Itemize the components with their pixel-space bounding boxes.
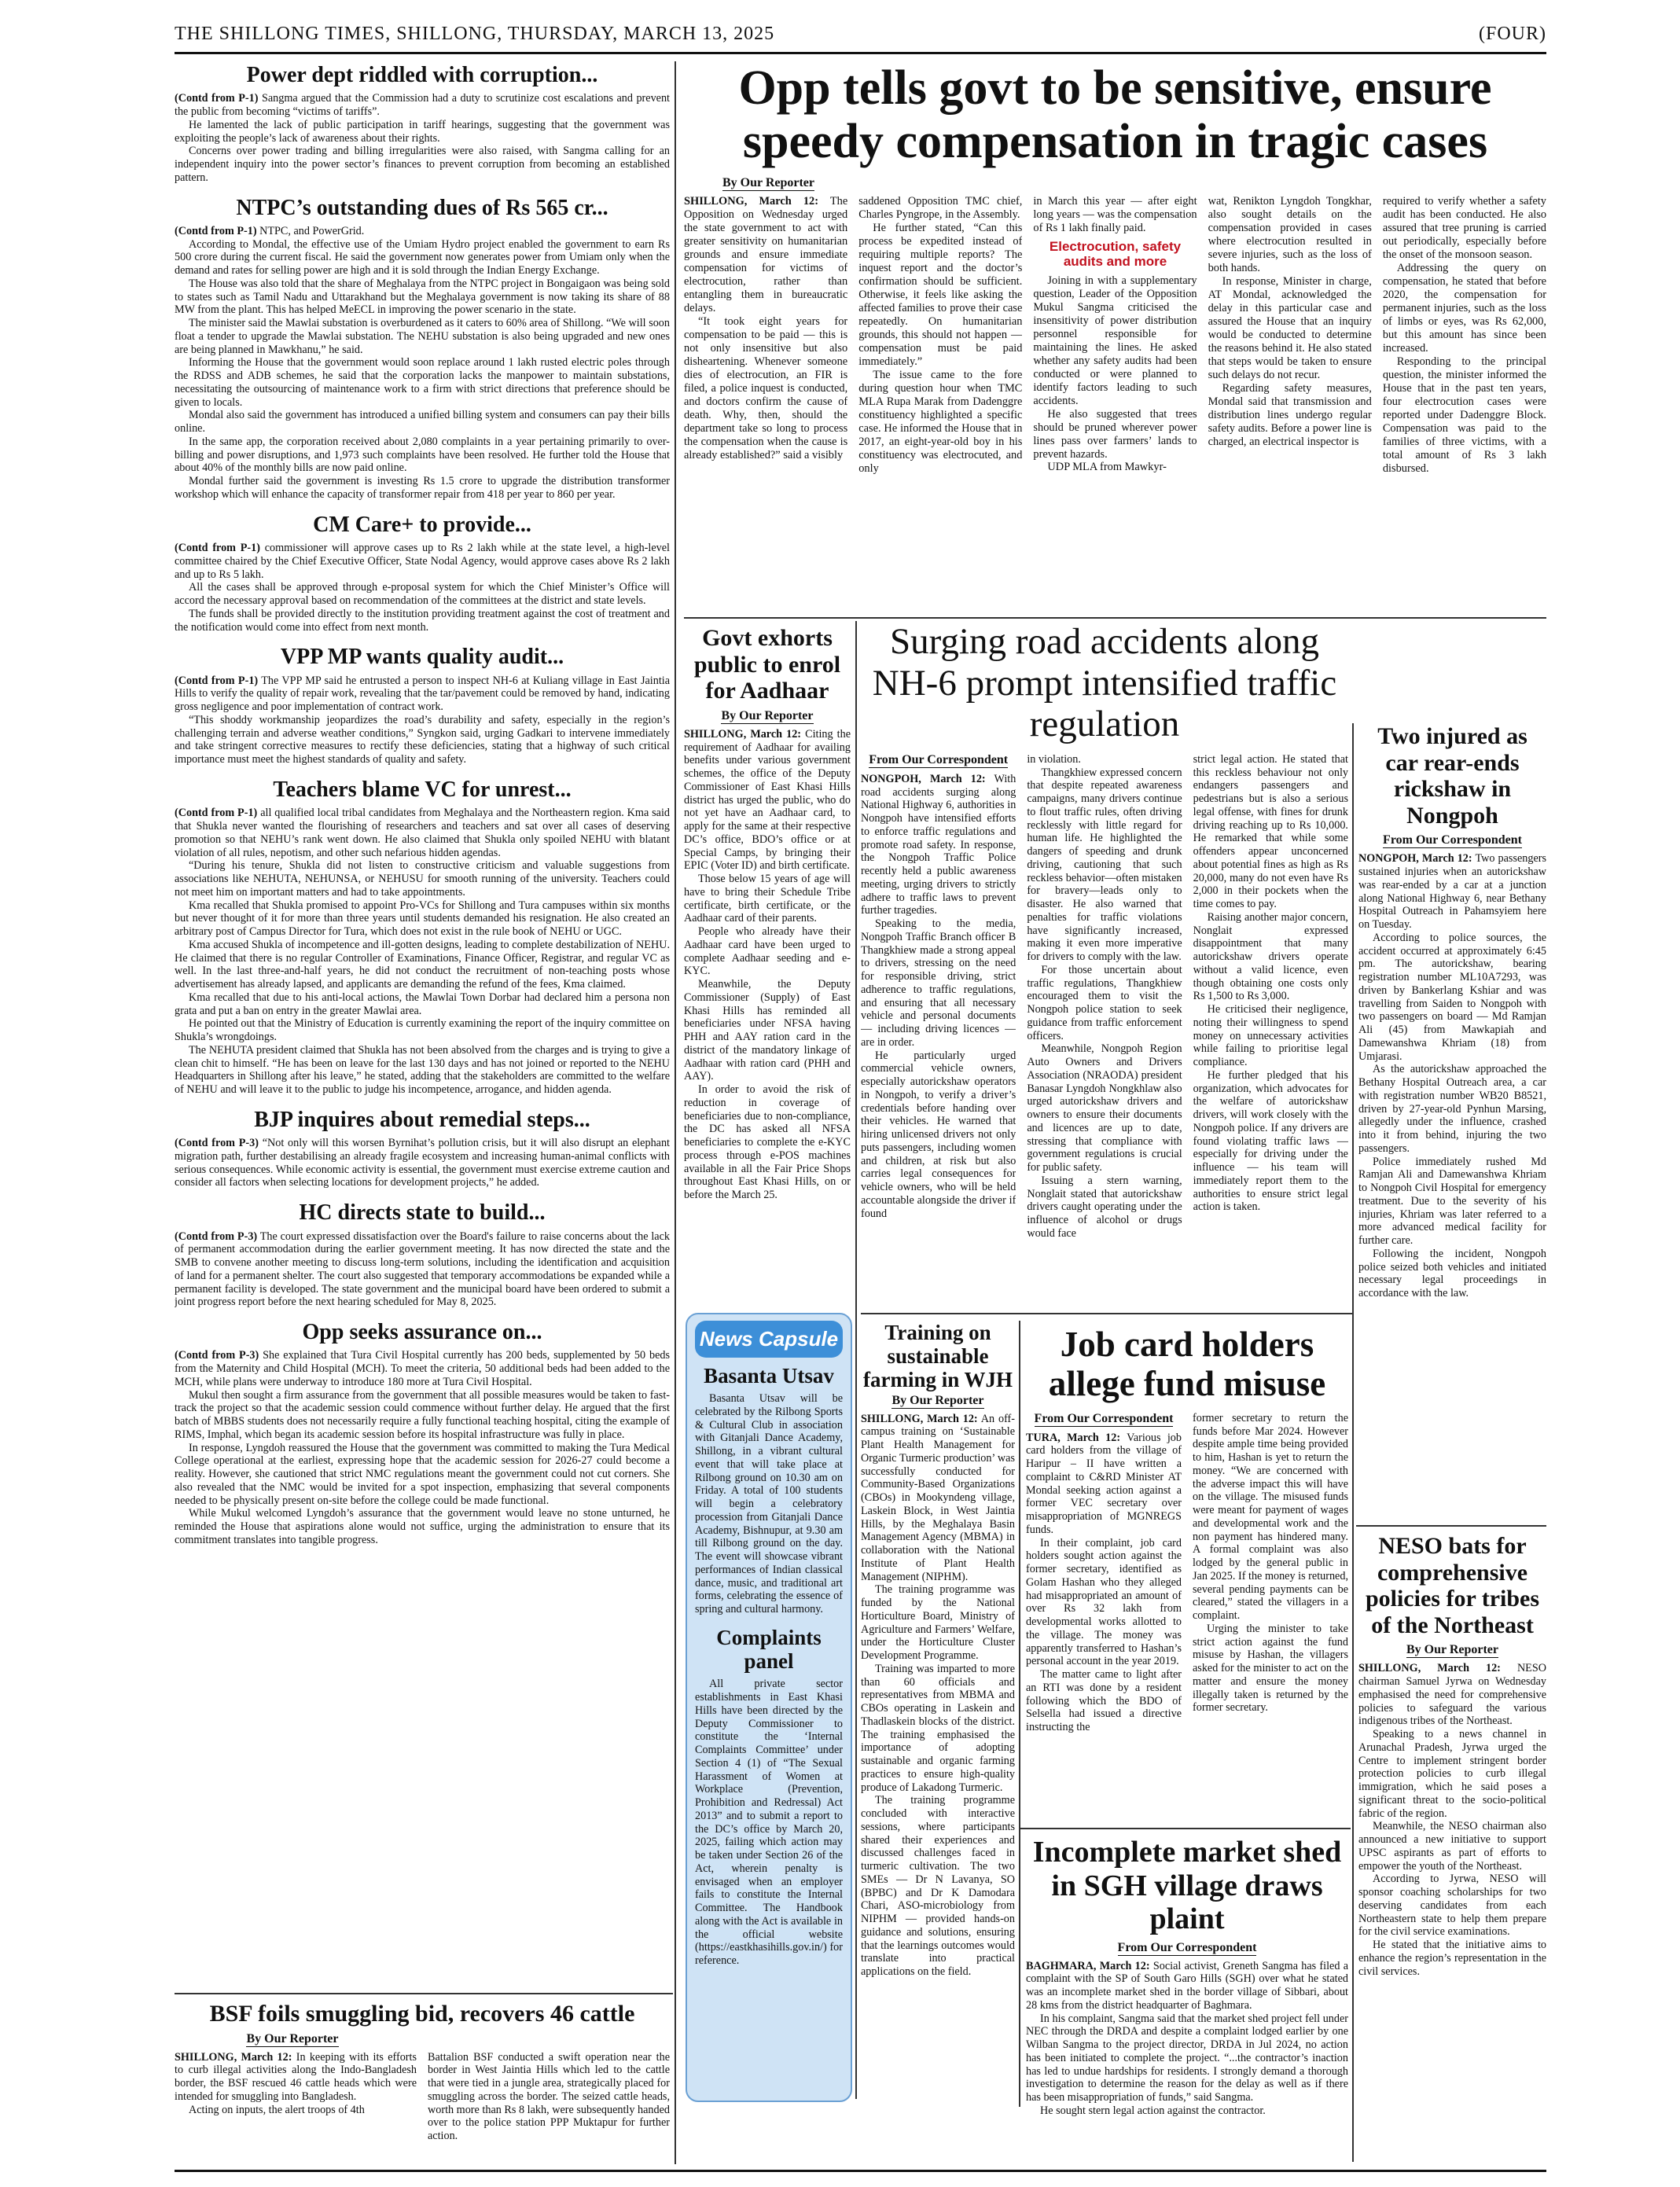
subheading: Electrocution, safety audits and more bbox=[1049, 239, 1182, 270]
body-text: The NEHUTA president claimed that Shukla has not been absolved from the charges and is trying to give a clean chit to himself. “He has been on leave for the last 130 days and has not joined or reported to the NEHU Headquarters in Shillong after his leave,” he stated, adding that the stakeholders are committed to the welfare of NEHU and will leave it to the public to judge his incompetence, arrogance, and hidden agenda. bbox=[175, 1043, 670, 1097]
capsule-item-body: Basanta Utsav will be celebrated by the Rilbong Sports & Cultural Club in association with Gitanjali Dance Academy, Shillong, in a vibrant cultural event that will take place at Rilbong ground on 10.30 am on Friday. A total of 100 students will begin a celebratory procession from Gitanjali Dance Academy, Bishnupur, at 9.30 am till Rilbong ground on the day. The event will showcase vibrant performances of Indian classical dance, music, and traditional art forms, celebrating the essence of spring and cultural harmony. bbox=[695, 1392, 843, 1616]
byline: From Our Correspondent bbox=[1034, 1411, 1174, 1425]
page-number: (FOUR) bbox=[1478, 24, 1546, 44]
byline: From Our Correspondent bbox=[869, 752, 1009, 766]
story-bsf bbox=[175, 2001, 670, 2166]
headline: Training on sustainable farming in WJH bbox=[862, 1321, 1013, 1392]
body-text: In the same app, the corporation received about 2,080 complaints in a year pertaining primarily to over-billing and power disruptions, and 1,973 such complaints have been resolved. He further told the House that about 40% of the monthly bills are now paid online. bbox=[175, 435, 670, 475]
continuation-story bbox=[175, 777, 670, 1097]
rule-above-bsf bbox=[175, 1993, 673, 1994]
headline: BSF foils smuggling bid, recovers 46 cattle bbox=[209, 2001, 635, 2027]
body-text: (Contd from P-1) all qualified local tribal candidates from Meghalaya and the Northeastern region. Kma said that Shukla never wanted the flourishing of researchers and teachers and sat over all cases of deserving promotion so that NEHU’s rank went down. He also claimed that Shukla only spoiled NEHU with blatant violation of all rules, nepotism, and other such nefarious hidden agendas. bbox=[175, 807, 670, 859]
continuation-story bbox=[175, 1108, 670, 1189]
header-rule bbox=[175, 52, 1546, 54]
body-text: “This shoddy workmanship jeopardizes the road’s durability and safety, especially in the region’s challenging terrain and adverse weather conditions,” Syngkon said, urging Gadkari to intervene immediately and take stringent corrective measures to rectify these deficiencies, stating that a highway of such critical importance must meet the highest standards of quality and safety. bbox=[175, 713, 670, 766]
byline: From Our Correspondent bbox=[1117, 1940, 1257, 1954]
story-aadhaar: Govt exhorts public to enrol for Aadhaar By Our Reporter SHILLONG, March 12: Citing the requirement of Aadhaar for availing benefits under various government schemes, the office of the Deputy Commissioner of East Khasi Hills district has urged the public, who do not yet have an Aadhaar card, to apply for the same at their respective DC’s office, BDO’s office or at Special Camps, by bringing their EPIC (Voter ID) and birth certificate. Those below 15 years of age will have to bring their Schedule Tribe certificate, birth certificate, or the Aadhaar card of their parents. People who already have their Aadhaar card have been urged to complete Aadhaar seeding and e-KYC. Meanwhile, the Deputy Commissioner (Supply) of East Khasi Hills has reminded all beneficiaries under NFSA having PHH and AAY ration card in the district of the mandatory linkage of Aadhaar with ration card (PHH and AAY). In order to avoid the risk of reduction in coverage of beneficiaries due to non-compliance, the DC has asked all NFSA beneficiaries to complete the e-KYC process through e-POS machines available in all the Fair Price Shops throughout East Khasi Hills, on or before the March 25. bbox=[684, 625, 851, 1202]
body-text: (Contd from P-3) “Not only will this worsen Byrnihat’s pollution crisis, but it will also disrupt an elephant migration path, further destabilising an already fragile ecosystem and increasing human-animal conflicts with serious consequences. While economic activity is essential, the government must exercise extreme caution and consider all factors when selecting locations for development projects,” he added. bbox=[175, 1137, 670, 1189]
headline: CM Care+ to provide... bbox=[313, 512, 531, 537]
story-two-injured: Two injured as car rear-ends rickshaw in Nongpoh From Our Correspondent NONGPOH, March 12: Two passengers sustained injuries when an autorickshaw was rear-ended by a car at a junction along National Highway 6, near Bethany Hospital Outreach in Pahamsyiem here on Tuesday. According to police sources, the accident occurred at approximately 6:45 pm. The autorickshaw, bearing registration number ML10A7293, was driven by Bankerlang Kshiar and was travelling from Saiden to Nongpoh with two passengers on board — Md Ramjan Ali (45) from Mawkapiah and Damewanshwa Khriam (18) from Umjarasi. As the autorickshaw approached the Bethany Hospital Outreach area, a car with registration number WB20 B8521, driven by 27-year-old Pynhun Marsing, allegedly under the influence, crashed into it from behind, injuring the two passengers. Police immediately rushed Md Ramjan Ali and Damewanshwa Khriam to Nongpoh Civil Hospital for emergency treatment. Due to the severity of his injuries, Khriam was later referred to a more advanced medical facility for further care. Following the incident, Nongpoh police seized both vehicles and initiated necessary legal proceedings in accordance with the law. bbox=[1358, 723, 1546, 1300]
headline: Incomplete market shed in SGH village draws plaint bbox=[1032, 1836, 1342, 1936]
body-text: The House was also told that the share of Meghalaya from the NTPC project in Bongaigaon was being sold to states such as Tamil Nadu and Uttarakhand but the Meghalaya government is now taking its share of 88 MW from the plant. This has helped MeECL in improving the power scenario in the state. bbox=[175, 277, 670, 317]
dateline: SHILLONG, March 12: bbox=[175, 2050, 292, 2064]
body-text: (Contd from P-1) Sangma argued that the Commission had a duty to scrutinize cost escalations and prevent the public from becoming “victims of tariffs”. bbox=[175, 92, 670, 119]
rule-under-road bbox=[861, 1313, 1352, 1314]
continuation-story bbox=[175, 63, 670, 185]
body-text: (Contd from P-1) commissioner will approve cases up to Rs 2 lakh while at the state level, a high-level committee chaired by the Chief Executive Officer, State Nodal Agency, would approve cases above Rs 2 lakh and up to Rs 5 lakh. bbox=[175, 542, 670, 581]
headline: Surging road accidents along NH-6 prompt intensified traffic regulation bbox=[872, 621, 1337, 745]
headline: Power dept riddled with corruption... bbox=[246, 63, 598, 87]
capsule-item-title: Complaints panel bbox=[716, 1625, 822, 1674]
capsule-item-title: Basanta Utsav bbox=[704, 1364, 834, 1388]
body-text: (Contd from P-3) She explained that Tura Civil Hospital currently has 200 beds, supplemented by 50 beds from the Maternity and Child Hospital (MCH). To meet the criteria, 50 additional beds had been added to the MCH, while plans were underway to introduce 180 more at Tura Civil Hospital. bbox=[175, 1349, 670, 1388]
body-text: The funds shall be provided directly to the institution providing treatment against the cost of treatment and the notification would come into effect from next month. bbox=[175, 607, 670, 634]
news-capsule bbox=[686, 1313, 852, 2102]
dateline: SHILLONG, March 12: bbox=[684, 195, 819, 208]
column-rule-right bbox=[1352, 723, 1354, 2162]
body-text: Concerns over power trading and billing irregularities were also raised, with Sangma calling for an independent inquiry into the power sector’s finances to prevent corruption from becoming an established pattern. bbox=[175, 145, 670, 184]
byline: By Our Reporter bbox=[246, 2031, 339, 2045]
body-text: Mondal further said the government is investing Rs 1.5 crore to upgrade the distribution transformer workshop which will enhance the capacity of transformer repair from 418 per year to 860 per year. bbox=[175, 475, 670, 501]
story-neso: NESO bats for comprehensive policies for tribes of the Northeast By Our Reporter SHILLONG, March 12: NESO chairman Samuel Jyrwa on Wednesday emphasised the need for comprehensive policies to safeguard the various indigenous tribes of the Northeast. Speaking to a news channel in Arunachal Pradesh, Jyrwa urged the Centre to implement stringent border protection policies to curb illegal immigration, which he said poses a significant threat to the socio-political fabric of the region. Meanwhile, the NESO chairman also announced a new initiative to support UPSC aspirants as part of efforts to empower the youth of the Northeast. According to Jyrwa, NESO will sponsor coaching scholarships for two deserving candidates from each Northeastern state to help them prepare for the civil service examinations. He stated that the initiative aims to enhance the region’s representation in the civil services. bbox=[1358, 1533, 1546, 1978]
headline: Govt exhorts public to enrol for Aadhaar bbox=[693, 625, 841, 704]
body-text: Battalion BSF conducted a swift operation near the border in West Jaintia Hills which led to the cattle that were tied in a jungle area, strategically placed for smuggling across the border. The seized cattle heads, worth more than Rs 8 lakh, were subsequently handed over to the police station PPP Muktapur for further action. bbox=[428, 2050, 670, 2143]
byline: By Our Reporter bbox=[722, 176, 814, 190]
footer-rule bbox=[175, 2170, 1546, 2172]
headline: BJP inquires about remedial steps... bbox=[254, 1107, 590, 1132]
body-text: Kma recalled that due to his anti-local actions, the Mawlai Town Dorbar had declared him a persona non grata and put a ban on entry in the greater Mawlai area. bbox=[175, 991, 670, 1017]
byline: By Our Reporter bbox=[1406, 1643, 1498, 1657]
headline: Two injured as car rear-ends rickshaw in Nongpoh bbox=[1377, 723, 1527, 829]
rule-under-opp bbox=[684, 617, 1546, 619]
capsule-label: News Capsule bbox=[695, 1321, 843, 1358]
headline: Opp tells govt to be sensitive, ensure speedy compensation in tragic cases bbox=[738, 61, 1492, 169]
body-text: He lamented the lack of public participation in tariff hearings, suggesting that the government was exploiting the people’s lack of awareness about their rights. bbox=[175, 118, 670, 145]
headline: NESO bats for comprehensive policies for tribes of the Northeast bbox=[1365, 1533, 1540, 1638]
continuation-story bbox=[175, 513, 670, 634]
body-text: Mukul then sought a firm assurance from the government that all possible measures would be taken to fast-track the project so that the academic session could commence without further delay. He argued that the first batch of MBBS students does not necessarily require a fully functional teaching hospital, citing the example of RIMS, Imphal, which began its academic session before its hospital infrastructure was fully in place. bbox=[175, 1388, 670, 1441]
body-text: All the cases shall be approved through e-proposal system for which the Chief Minister’s Office will accord the necessary approval based on recommendation of the committees at the district and state levels. bbox=[175, 581, 670, 608]
headline: Opp seeks assurance on... bbox=[302, 1320, 542, 1345]
body-text: (Contd from P-1) The VPP MP said he entrusted a person to inspect NH-6 at Kuliang village in East Jaintia Hills to verify the quality of repair work, revealing that the tar/pavement could be removed by hand, indicating gross negligence and poor implementation of contract work. bbox=[175, 674, 670, 714]
headline: NTPC’s outstanding dues of Rs 565 cr... bbox=[236, 195, 608, 220]
continuation-story bbox=[175, 1320, 670, 1547]
body-text: In response, Lyngdoh reassured the House that the government was committed to making the Tura Medical College operational at the earliest, expressing hope that the academic session for 2026-27 could become a reality. However, she cautioned that strict NMC regulations meant the government could not cut corners. She also revealed that the NMC would be invited for a spot inspection, emphasizing that several components needed to be physically present on-site before the college could be made functional. bbox=[175, 1441, 670, 1507]
headline: HC directs state to build... bbox=[299, 1200, 546, 1226]
continuation-story bbox=[175, 196, 670, 502]
rule-above-neso bbox=[1356, 1525, 1546, 1527]
capsule-item-body: All private sector establishments in East Khasi Hills have been directed by the Deputy Commissioner to constitute the ‘Internal Complaints Committee’ under Section 4 (1) of “The Sexual Harassment of Women at Workplace (Prevention, Prohibition and Redressal) Act 2013” and to submit a report to the DC’s office by March 20, 2025, failing which action may be taken under Section 26 of the Act, wherein penalty is envisaged when an employer fails to constitute the Internal Committee. The Handbook along with the Act is available in the official website (https://eastkhasihills.gov.in/) for reference. bbox=[695, 1678, 843, 1968]
body-text: Informing the House that the government would soon replace around 1 lakh rusted electric poles through the RDSS and ADB schemes, he said that the corporation lacks the manpower to maintain substations, necessitating the outsourcing of maintenance work to a firm with strict directions that preference should be given to locals. bbox=[175, 356, 670, 409]
continuation-list bbox=[175, 63, 670, 1547]
headline: Teachers blame VC for unrest... bbox=[273, 777, 572, 802]
continuation-story bbox=[175, 1200, 670, 1309]
body-text: (Contd from P-3) The court expressed dissatisfaction over the Board's failure to raise concerns about the lack of permanent accommodation during the earlier government meeting. It has now directed the state and the SMB to convene another meeting to discuss long-term solutions, including the identification and acquisition of land for a permanent shelter. The court also suggested that temporary accommodations be expanded while a permanent facility is developed. The state government and the municipal board have been ordered to submit a joint progress report before the next hearing scheduled for May 8, 2025. bbox=[175, 1229, 670, 1309]
column-rule-training bbox=[1019, 1321, 1020, 2107]
story-market-shed: Incomplete market shed in SGH village draws plaint From Our Correspondent BAGHMARA, March 12: Social activist, Greneth Sangma has filed a complaint with the SP of South Garo Hills (SGH) over what he stated was an incomplete market shed in the border village of Sibbari, about 28 kms from the district headquarter of Baghmara. In his complaint, Sangma said that the market shed project fell under NEC through the DRDA and despite a complaint lodged earlier by one Wilban Sangma to the project director, DRDA in Jul 2024, no action has been initiated to complete the project. “...the contractor’s inaction has led to undue hardships for residents. I strongly demand a thorough investigation to determine the reason for the delay as well as if there has been misappropriation of funds,” said Sangma. He sought stern legal action against the contractor. bbox=[1026, 1836, 1348, 2117]
masthead-line: THE SHILLONG TIMES, SHILLONG, THURSDAY, MARCH 13, 2025 bbox=[175, 24, 775, 44]
body-text: Acting on inputs, the alert troops of 4th bbox=[189, 2103, 365, 2116]
story-job-card: Job card holders allege fund misuse From Our Correspondent TURA, March 12: Various job card holders from the village of Haripur – II have written a complaint to C&RD Minister AT Mondal seeking action against a former VEC secretary over misappropriation of MGNREGS funds. In their complaint, job card holders sought action against the former secretary, identified as Golam Hashan who they alleged had misappropriated an amount of over Rs 32 lakh from developmental works allotted to the village. The money was apparently transferred to Hashan’s personal account in the year 2019. The matter came to light after an RTI was done by a resident following which the BDO of Selsella had issued a directive instructing the former secretary to return the funds before Mar 2024. However despite ample time being provided to him, Hashan is yet to return the money. “We are concerned with the adverse impact this will have on the village. The misused funds were meant for payment of wages and developmental work and the non payment has hindered many. A formal complaint was also lodged by the general public in Jan 2025. If the money is returned, several pending payments can be cleared,” stated the villagers in a complaint. Urging the minister to take strict action against the fund misuse by Hashan, the villagers asked for the minister to act on the matter and ensure the money illegally taken is returned by the former secretary. bbox=[1026, 1325, 1348, 1734]
running-header bbox=[175, 19, 1546, 50]
story-training: Training on sustainable farming in WJH By Our Reporter SHILLONG, March 12: An off-campus training on ‘Sustainable Plant Health Management for Organic Turmeric production’ was successfully conducted for Community-Based Organizations (CBOs) in Mookyndeng village, Laskein Block, in West Jaintia Hills, by the Meghalaya Basin Management Agency (MBMA) in collaboration with the National Institute of Plant Health Management (NIPHM). The training programme was funded by the National Horticulture Board, Ministry of Agriculture and Farmers’ Welfare, under the Horticulture Cluster Development Programme. Training was imparted to more than 60 officials and representatives from MBMA and CBOs operating in Laskein and Thadlaskein blocks of the district. The training emphasised the importance of adopting sustainable and organic farming practices to ensure high-quality produce of Lakadong Turmeric. The training programme concluded with interactive sessions, where participants shared their experiences and discussed challenges faced in turmeric cultivation. The two SMEs — Dr N Lavanya, SO (BPBC) and Dr K Damodara Chari, ASO-microbiology from NIPHM — provided hands-on guidance and solutions, ensuring that the learnings outcomes would translate into practical applications on the field. bbox=[861, 1321, 1015, 1979]
headline: VPP MP wants quality audit... bbox=[280, 645, 564, 670]
byline: By Our Reporter bbox=[891, 1393, 984, 1407]
body-text: The minister said the Mawlai substation is overburdened as it caters to 60% area of Shillong. “We will soon float a tender to upgrade the Mawlai substation. The NEHU substation is also being upgraded and new ones are being planned in Mawkhanu,” he said. bbox=[175, 317, 670, 356]
body-text: While Mukul welcomed Lyngdoh’s assurance that the government would leave no stone unturned, he reminded the House that aspirations alone would not suffice, urging the administration to ensure that its commitment translates into tangible progress. bbox=[175, 1507, 670, 1546]
body-text: Kma recalled that Shukla promised to appoint Pro-VCs for Shillong and Tura campuses within six months but never thought of it for more than three years until students demanded his resignation. He also created an arbitrary post of Campus Director for Tura, which does not exist in the rule book of NEHU or UGC. bbox=[175, 899, 670, 939]
story-road-accidents: Surging road accidents along NH-6 prompt intensified traffic regulation From Our Correspondent NONGPOH, March 12: With road accidents surging along National Highway 6, authorities in Nongpoh have intensified efforts to enforce traffic regulations and promote road safety. In response, the Nongpoh Traffic Police recently held a public awareness meeting, urging drivers to strictly adhere to traffic laws to prevent further tragedies. Speaking to the media, Nongpoh Traffic Branch officer B Thangkhiew made a strong appeal to drivers, stressing on the need for responsible driving, strict adherence to traffic regulations, and ensuring that all necessary vehicle and personal documents — including driving licences — are in order. He particularly urged commercial vehicle owners, especially autorickshaw operators in Nongpoh, to verify a driver’s credentials before handing over their vehicles. He warned that hiring unlicensed drivers not only puts passengers, including women and children, at risk but also carries legal consequences for vehicle owners, who will be held accountable alongside the driver if found in violation. Thangkhiew expressed concern that despite repeated awareness campaigns, many drivers continue to flout traffic rules, often driving recklessly with little regard for human life. He highlighted the dangers of speeding and drunk driving, cautioning that such reckless behavior—often mistaken for bravery—leads only to disaster. He also warned that penalties for traffic violations have significantly increased, making it even more imperative for drivers to comply with the law. For those uncertain about traffic regulations, Thangkhiew encouraged them to visit the Nongpoh police station to seek guidance from traffic enforcement officers. Meanwhile, Nongpoh Region Auto Owners and Drivers Association (NRAODA) president Banasar Lyngdoh Nongkhlaw also urged autorickshaw drivers and owners to ensure their documents and licences are up to date, stressing that compliance with government regulations is crucial for public safety. Issuing a stern warning, Nonglait stated that autorickshaw drivers caught operating under the influence of alcohol or drugs would face strict legal action. He stated that this reckless behaviour not only endangers passengers and pedestrians but is also a serious legal offense, with fines for drunk driving reaching up to Rs 10,000. He remarked that while some offenders appear unconcerned about potential fines as high as Rs 20,000, many do not even have Rs 2,000 in their pockets when the time comes to pay. Raising another major concern, Nonglait expressed disappointment that many autorickshaw drivers operate without a valid licence, even though obtaining one costs only Rs 1,500 to Rs 3,000. He criticised their negligence, noting their willingness to spend money on unnecessary activities while failing to prioritise legal compliance. He further pledged that his organization, which advocates for the welfare of autorickshaw drivers, will work closely with the Nongpoh police. If any drivers are found violating traffic laws — especially for driving under the influence — his team will immediately report them to the authorities to ensure strict legal action is taken. bbox=[861, 621, 1348, 1240]
headline: Job card holders allege fund misuse bbox=[1048, 1325, 1326, 1404]
body-text: Kma accused Shukla of incompetence and ill-gotten designs, leading to complete destabilization of NEHU. He claimed that there is no regular Controller of Examinations, Finance Officer, Registrar, and regular VC as well. In the last three-and-half years, he did not conduct the recruitment of non-teaching posts whose advertisement has already lapsed, and applicants are demanding the refund of the fees, Kma claimed. bbox=[175, 938, 670, 991]
body-text: In keeping with its efforts to curb illegal activities along the Indo-Bangladesh border, the BSF rescued 46 cattle heads which were intended for smuggling into Bangladesh. bbox=[175, 2050, 417, 2103]
body-text: (Contd from P-1) NTPC, and PowerGrid. bbox=[175, 224, 365, 237]
column-rule-aadhaar bbox=[855, 621, 857, 2099]
body-text: Mondal also said the government has introduced a unified billing system and consumers can pay their bills online. bbox=[175, 409, 670, 436]
continuations-column bbox=[175, 63, 670, 1989]
body-text: According to Mondal, the effective use of the Umiam Hydro project enabled the government to earn Rs 500 crore during the current fiscal. He said the government now generates power from Umiam only when the demand and rates for selling power are high and it is sold through the Indian Energy Exchange. bbox=[175, 237, 670, 278]
column-rule-left bbox=[675, 61, 676, 2164]
rule-above-market bbox=[1020, 1828, 1351, 1829]
story-opposition-compensation: Opp tells govt to be sensitive, ensure speedy compensation in tragic cases By Our Reporter SHILLONG, March 12: The Opposition on Wednesday urged the state government to act with greater sensitivity on humanitarian grounds and ensure immediate compensation for victims of electrocution, rather than entangling them in bureaucratic delays. “It took eight years for compensation to be paid — this is not only insensitive but also disheartening. Whenever someone dies of electrocution, an FIR is filed, a police inquest is conducted, and doctors confirm the cause of death. Why, then, should the department take so long to process the compensation when the cause is already established?” said a visibly saddened Opposition TMC chief, Charles Pyngrope, in the Assembly. He further stated, “Can this process be expedited instead of requiring multiple reports? The inquest report and the doctor’s confirmation should be sufficient. Otherwise, it feels like asking the affected families to prove their case repeatedly. On humanitarian grounds, this should not happen — compensation must be paid immediately.” The issue came to the fore during question hour when TMC MLA Rupa Marak from Dadenggre constituency highlighted a specific case. He informed the House that in 2017, an eight-year-old boy in his constituency was electrocuted, and only in March this year — after eight long years — was the compensation of Rs 1 lakh finally paid. Electrocution, safety audits and more Joining in with a supplementary question, Leader of the Opposition Mukul Sangma criticised the insensitivity of power distribution personnel responsible for maintaining the lines. He asked whether any safety audits had been conducted or were planned to identify factors leading to such accidents. He also suggested that trees should be pruned wherever power lines pass over farmers’ lands to prevent hazards. UDP MLA from Mawkyr- wat, Renikton Lyngdoh Tongkhar, also sought details on the compensation provided in cases where electrocution resulted in severe injuries, such as the loss of both hands. In response, Minister in charge, AT Mondal, acknowledged the delay in this particular case and assured the House that an inquiry would be conducted to determine the reasons behind it. He also stated that steps would be taken to ensure such delays do not recur. Regarding safety measures, Mondal said that transmission and distribution lines undergo regular safety audits. Before a power line is charged, an electrical inspector is required to verify whether a safety audit has been conducted. He also assured that tree pruning is carried out periodically, especially before the onset of the monsoon season. Addressing the query on compensation, he stated that before 2020, the compensation for permanent injuries, such as the loss of limbs or eyes, was Rs 62,000, but this amount has since been increased. Responding to the principal question, the minister informed the House that in the past ten years, four electrocution cases were reported under Dadenggre Block. Compensation was paid to the families of three victims, with a total amount of Rs 3 lakh disbursed. bbox=[684, 61, 1546, 476]
body-text: He pointed out that the Ministry of Education is currently examining the report of the inquiry committee on Shukla’s wrongdoings. bbox=[175, 1017, 670, 1044]
continuation-story bbox=[175, 645, 670, 766]
body-text: “During his tenure, Shukla did not listen to constructive criticism and valuable suggestions from associations like NEHUTA, NEHUNSA, or NEHUSU for smooth running of the university. Teachers could not meet him on important matters and had to take appointments. bbox=[175, 859, 670, 899]
byline: By Our Reporter bbox=[721, 708, 814, 722]
byline: From Our Correspondent bbox=[1383, 833, 1522, 847]
